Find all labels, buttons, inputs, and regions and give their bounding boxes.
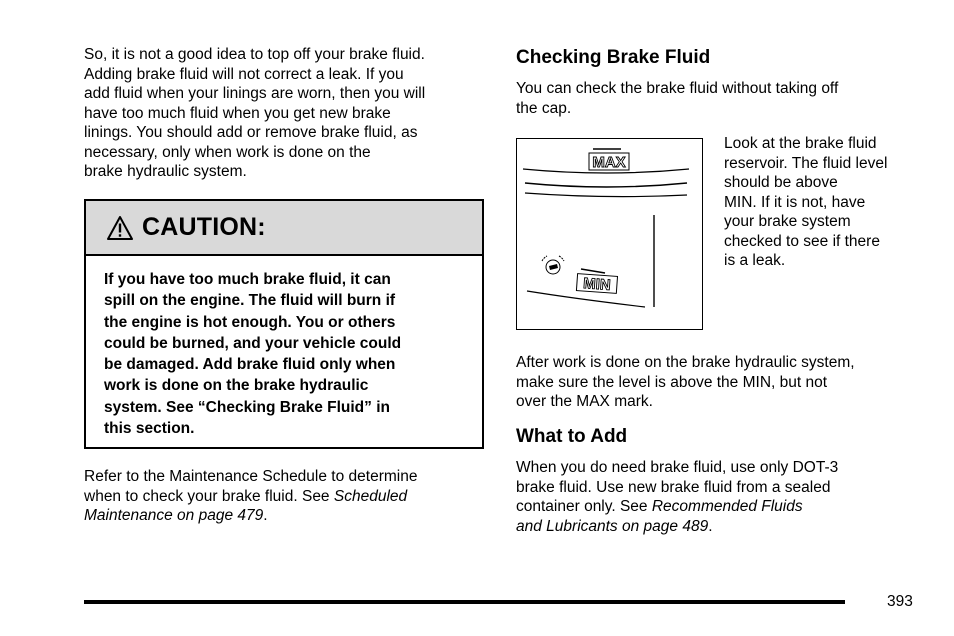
max-label: MAX (592, 154, 626, 171)
text-fragment: when to check your brake fluid. See (84, 487, 334, 505)
text-fragment: . (708, 517, 713, 535)
text-line: checked to see if there (724, 232, 880, 250)
text-line: Look at the brake fluid (724, 135, 877, 152)
text-line: add fluid when your linings are worn, then you will (84, 85, 426, 102)
refer-paragraph (84, 467, 417, 526)
text-line: After work is done on the brake hydraulic system, (516, 354, 855, 371)
text-line: Refer to the Maintenance Schedule to determine (84, 468, 418, 485)
left-column (84, 45, 488, 182)
caution-text (104, 269, 482, 439)
text-line: You can check the brake fluid without taking off (516, 80, 839, 97)
text-line: should be above (724, 174, 838, 191)
text-fragment: . (263, 507, 268, 524)
text-line (84, 506, 417, 526)
cross-reference-link[interactable]: Scheduled (333, 487, 408, 505)
cross-reference-link[interactable]: Maintenance on page 479 (84, 507, 264, 524)
caution-title: CAUTION: (142, 213, 266, 241)
checking-paragraph (516, 79, 838, 118)
text-line: reservoir. The fluid level (724, 154, 888, 172)
text-line: is a leak. (724, 252, 786, 269)
text-fragment: container only. See (516, 498, 652, 515)
what-to-add-paragraph (516, 458, 838, 536)
text-line: could be burned, and your vehicle could (104, 334, 402, 352)
text-line: over the MAX mark. (516, 393, 653, 410)
text-line: spill on the engine. The fluid will burn if (104, 292, 396, 310)
brake-warning-symbol (542, 256, 564, 274)
text-line: system. See “Checking Brake Fluid” in (104, 398, 390, 416)
warning-triangle-icon (106, 215, 134, 241)
brake-fluid-reservoir-icon (517, 139, 701, 328)
text-line: brake fluid. Use new brake fluid from a sealed (516, 478, 831, 496)
text-line: be damaged. Add brake fluid only when (104, 356, 396, 374)
intro-paragraph (84, 45, 488, 182)
text-line: this section. (104, 420, 195, 438)
text-line: make sure the level is above the MIN, but not (516, 373, 828, 391)
section-heading-checking: Checking Brake Fluid (516, 47, 711, 68)
cross-reference-link[interactable]: and Lubricants on page 489 (516, 517, 709, 535)
brake-fluid-reservoir-illustration (516, 138, 703, 330)
text-line: When you do need brake fluid, use only DOT-3 (516, 459, 839, 476)
page-number: 393 (887, 593, 913, 610)
section-heading-what-to-add: What to Add (516, 426, 628, 447)
text-line: If you have too much brake fluid, it can (104, 271, 391, 288)
text-line (516, 517, 838, 537)
text-line: MIN. If it is not, have (724, 193, 866, 211)
caution-header (86, 201, 482, 256)
text-line: brake hydraulic system. (84, 163, 247, 180)
cross-reference-link[interactable]: Recommended Fluids (651, 498, 803, 515)
text-line (84, 487, 417, 507)
text-line: the cap. (516, 99, 572, 117)
look-paragraph (724, 134, 887, 271)
min-label: MIN (582, 275, 612, 294)
text-line: linings. You should add or remove brake fluid, as (84, 124, 418, 141)
footer-rule (84, 600, 845, 604)
text-line: necessary, only when work is done on the (84, 143, 371, 161)
text-line: Adding brake fluid will not correct a leak. If you (84, 65, 404, 83)
text-line: work is done on the brake hydraulic (104, 377, 369, 395)
text-line (516, 497, 838, 517)
text-line: your brake system (724, 213, 851, 230)
text-line: the engine is hot enough. You or others (104, 313, 396, 331)
text-line: have too much fluid when you get new brake (84, 104, 391, 122)
after-paragraph (516, 353, 855, 412)
caution-box (84, 199, 484, 449)
text-line: So, it is not a good idea to top off your brake fluid. (84, 46, 425, 63)
